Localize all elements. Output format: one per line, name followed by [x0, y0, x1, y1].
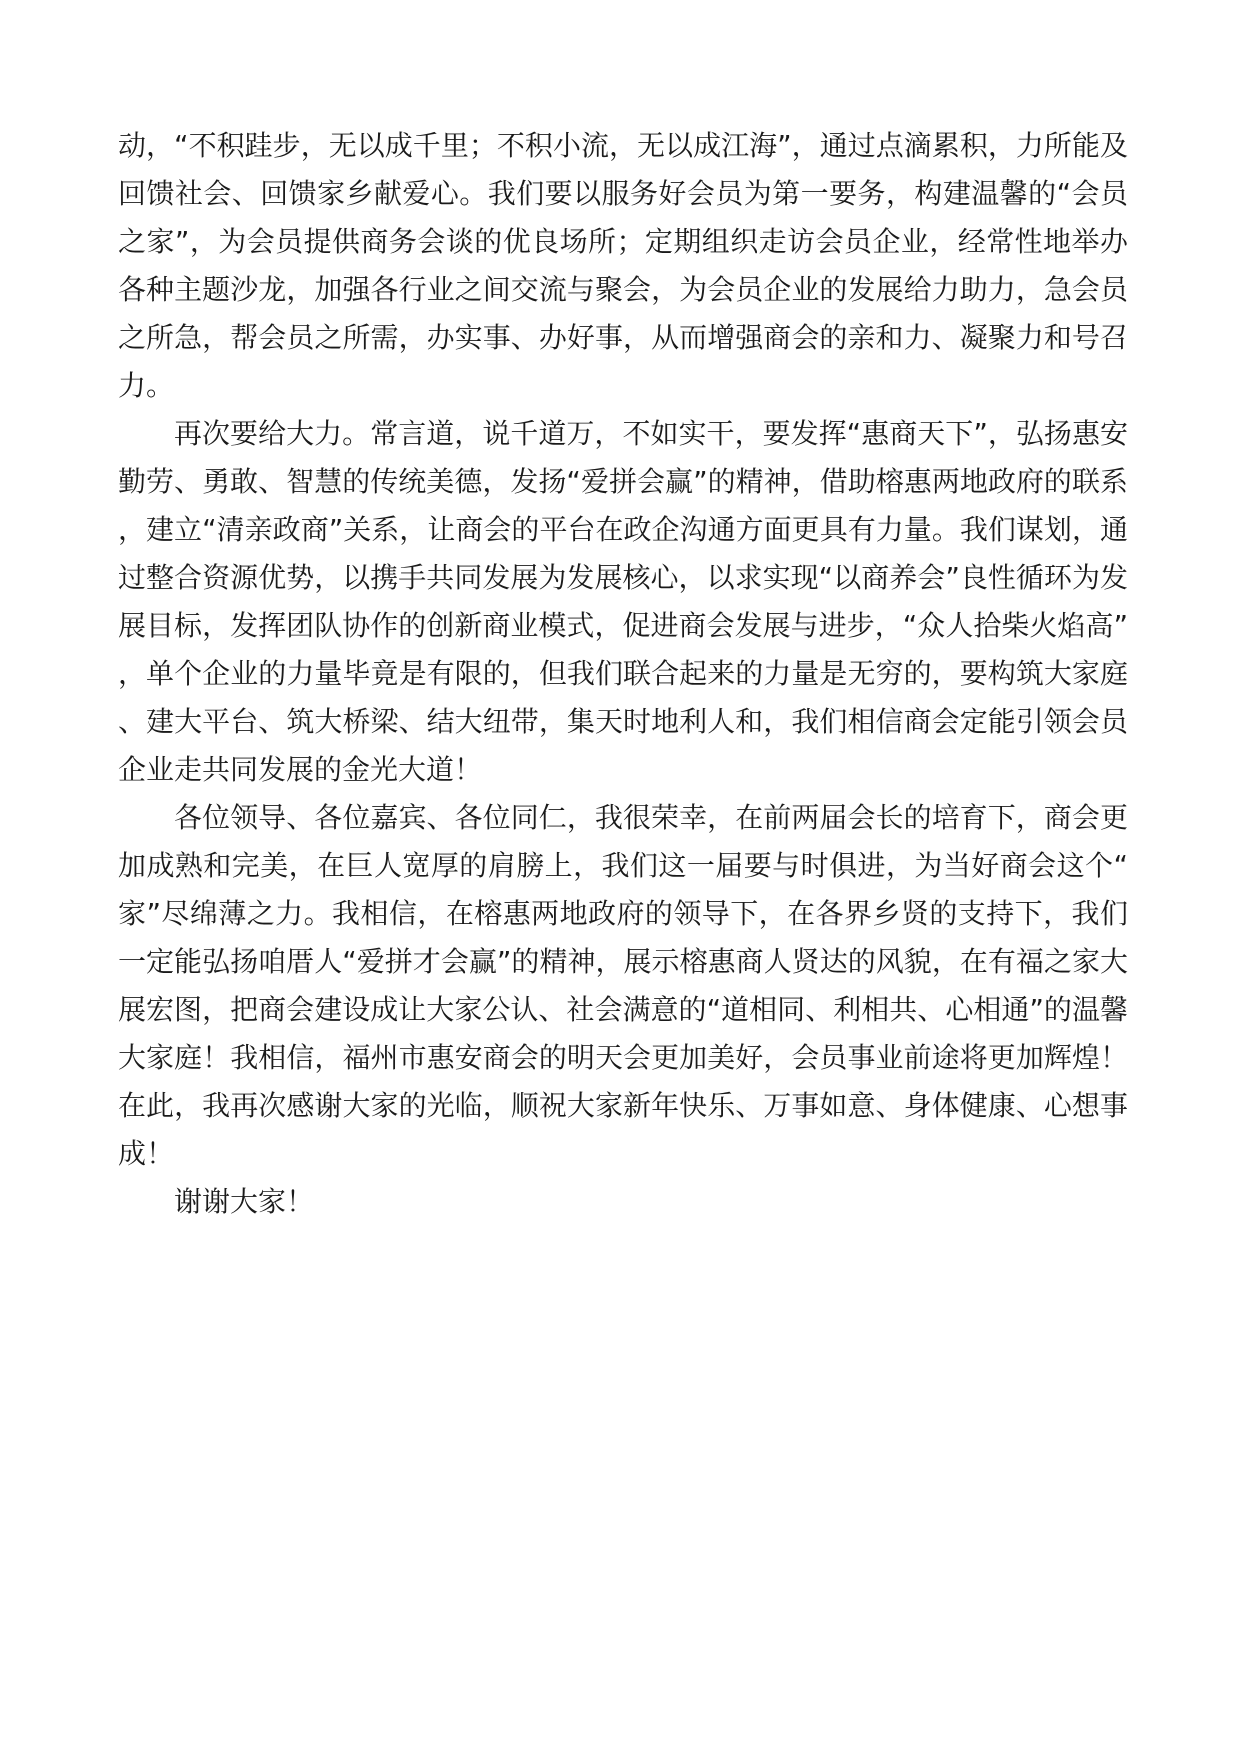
paragraph-continuation: 动，“不积跬步，无以成千里；不积小流，无以成江海”，通过点滴累积，力所能及回馈社会、回馈家乡献爱心。我们要以服务好会员为第一要务，构建温馨的“会员之家”，为会员提供商务会谈的优良场所；定期组织走访会员企业，经常性地举办各种主题沙龙，加强各行业之间交流与聚会，为会员企业的发展给力助力，急会员之所急，帮会员之所需，办实事、办好事，从而增强商会的亲和力、凝聚力和号召力。 — [118, 129, 1128, 402]
paragraph-thanks: 谢谢大家！ — [174, 1185, 315, 1218]
paragraph-closing-remarks: 各位领导、各位嘉宾、各位同仁，我很荣幸，在前两届会长的培育下，商会更加成熟和完美，在巨人宽厚的肩膀上，我们这一届要与时俱进，为当好商会这个“家”尽绵薄之力。我相信，在榕惠两地政府的领导下，在各界乡贤的支持下，我们一定能弘扬咱厝人“爱拼才会赢”的精神，展示榕惠商人贤达的风貌，在有福之家大展宏图，把商会建设成让大家公认、社会满意的“道相同、利相共、心相通”的温馨大家庭！我相信，福州市惠安商会的明天会更加美好，会员事业前途将更加辉煌！在此，我再次感谢大家的光临，顺祝大家新年快乐、万事如意、身体健康、心想事成！ — [118, 801, 1128, 1170]
document-body — [118, 122, 1128, 1226]
paragraph-give-strength: 再次要给大力。常言道，说千道万，不如实干，要发挥“惠商天下”，弘扬惠安勤劳、勇敢、智慧的传统美德，发扬“爱拼会赢”的精神，借助榕惠两地政府的联系，建立“清亲政商”关系，让商会的平台在政企沟通方面更具有力量。我们谋划，通过整合资源优势，以携手共同发展为发展核心，以求实现“以商养会”良性循环为发展目标，发挥团队协作的创新商业模式，促进商会发展与进步，“众人拾柴火焰高”，单个企业的力量毕竟是有限的，但我们联合起来的力量是无穷的，要构筑大家庭、建大平台、筑大桥梁、结大纽带，集天时地利人和，我们相信商会定能引领会员企业走共同发展的金光大道！ — [118, 417, 1128, 786]
